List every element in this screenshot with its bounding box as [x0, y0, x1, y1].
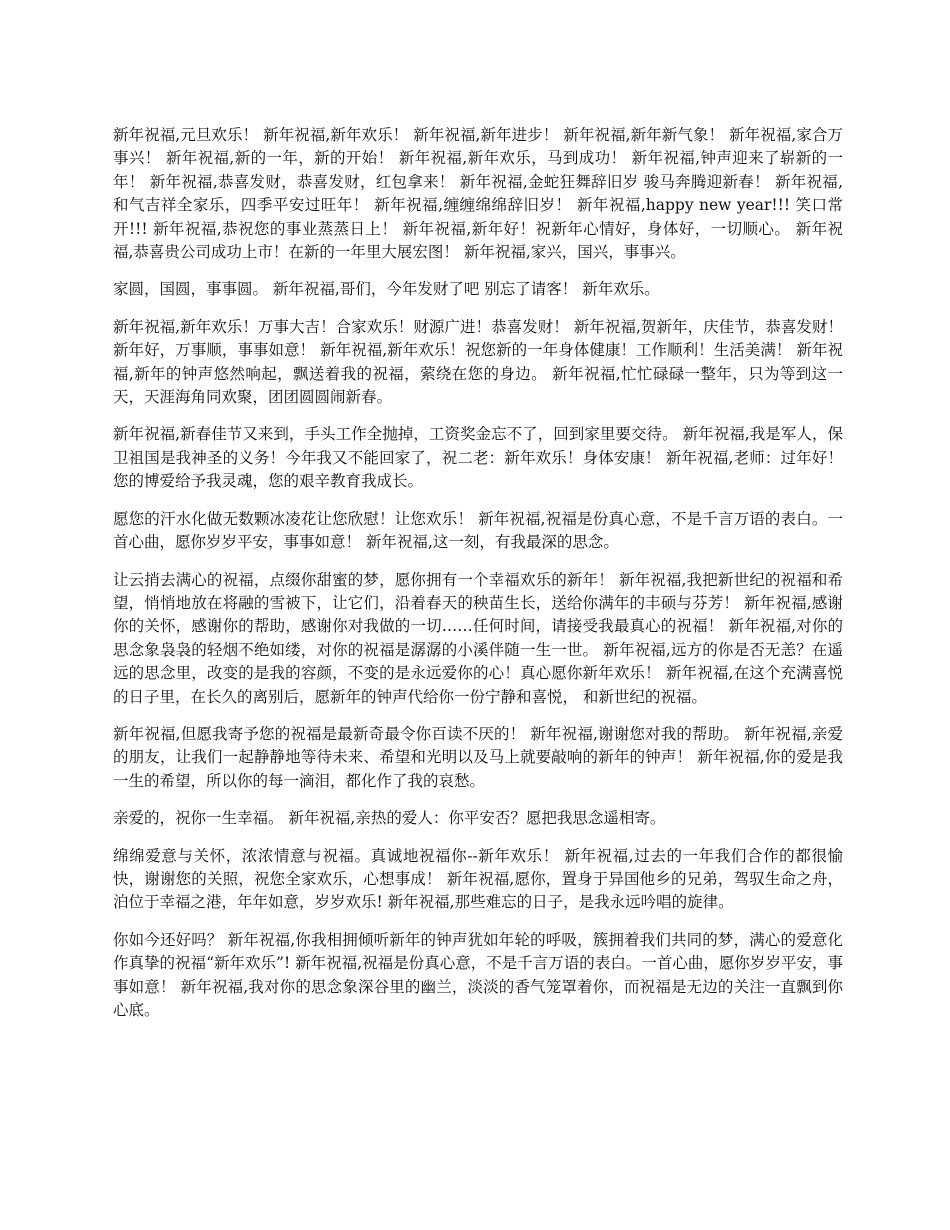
paragraph-8: 亲爱的，祝你一生幸福。 新年祝福,亲热的爱人：你平安否？愿把我思念遥相寄。 — [113, 809, 666, 828]
paragraph-6: 让云捎去满心的祝福，点缀你甜蜜的梦，愿你拥有一个幸福欢乐的新年！ 新年祝福,我把新世纪的祝福和希望，悄悄地放在将融的雪被下，让它们，沿着春天的秧苗生长，送给你满年的丰硕与芬芳！ 新年祝福,感谢你的关怀，感谢你的帮助，感谢你对我做的一切……任何时间，请接受我最真心的祝福！ 新年祝福,对你的思念象袅袅的轻烟不绝如缕，对你的祝福是潺潺的小溪伴随一生一世。 新年祝福,远方的你是否无恙？在遥远的思念里，改变的是我的容颜，不变的是永远爱你的心！真心愿你新年欢乐！ 新年祝福,在这个充满喜悦的日子里，在长久的离别后，愿新年的钟声代给你一份宁静和喜悦， 和新世纪的祝福。 — [113, 570, 843, 706]
document-body — [113, 124, 843, 1036]
paragraph-10: 你如今还好吗？ 新年祝福,你我相拥倾听新年的钟声犹如年轮的呼吸，簇拥着我们共同的梦，满心的爱意化作真挚的祝福“新年欢乐”! 新年祝福,祝福是份真心意，不是千言万语的表白。一首心曲，愿你岁岁平安，事事如意！ 新年祝福,我对你的思念象深谷里的幽兰，淡淡的香气笼罩着你，而祝福是无边的关注一直飘到你心底。 — [113, 930, 843, 1019]
paragraph-9: 绵绵爱意与关怀，浓浓情意与祝福。真诚地祝福你--新年欢乐！ 新年祝福,过去的一年我们合作的都很愉快，谢谢您的关照，祝您全家欢乐，心想事成！ 新年祝福,愿你，置身于异国他乡的兄弟，驾驭生命之舟，泊位于幸福之港，年年如意，岁岁欢乐! 新年祝福,那些难忘的日子，是我永远吟唱的旋律。 — [113, 846, 843, 912]
paragraph-4: 新年祝福,新春佳节又来到，手头工作全抛掉，工资奖金忘不了，回到家里要交待。 新年祝福,我是军人，保卫祖国是我神圣的义务！今年我又不能回家了，祝二老：新年欢乐！身体安康！ 新年祝福,老师：过年好！您的博爱给予我灵魂，您的艰辛教育我成长。 — [113, 425, 843, 491]
paragraph-5: 愿您的汗水化做无数颗冰凌花让您欣慰！让您欢乐！ 新年祝福,祝福是份真心意，不是千言万语的表白。一首心曲，愿你岁岁平安，事事如意！ 新年祝福,这一刻，有我最深的思念。 — [113, 509, 843, 552]
paragraph-7: 新年祝福,但愿我寄予您的祝福是最新奇最令你百读不厌的！ 新年祝福,谢谢您对我的帮助。 新年祝福,亲爱的朋友，让我们一起静静地等待未来、希望和光明以及马上就要敲响的新年的钟声！ 新年祝福,你的爱是我一生的希望，所以你的每一滴泪，都化作了我的哀愁。 — [113, 724, 843, 790]
paragraph-3: 新年祝福,新年欢乐！万事大吉！合家欢乐！财源广进！恭喜发财！ 新年祝福,贺新年，庆佳节，恭喜发财！新年好，万事顺，事事如意！ 新年祝福,新年欢乐！祝您新的一年身体健康！工作顺利！生活美满！ 新年祝福,新年的钟声悠然响起，飘送着我的祝福，萦绕在您的身边。 新年祝福,忙忙碌碌一整年，只为等到这一天，天涯海角同欢聚，团团圆圆闹新春。 — [113, 317, 843, 407]
paragraph-1: 新年祝福,元旦欢乐！ 新年祝福,新年欢乐！ 新年祝福,新年进步！ 新年祝福,新年新气象！ 新年祝福,家合万事兴！ 新年祝福,新的一年，新的开始！ 新年祝福,新年欢乐，马到成功！ 新年祝福,钟声迎来了崭新的一年！ 新年祝福,恭喜发财，恭喜发财，红包拿来！ 新年祝福,金蛇狂舞辞旧岁 骏马奔腾迎新春！ 新年祝福,和气吉祥全家乐，四季平安过旺年！ 新年祝福,缠缠绵绵辞旧岁！ 新年祝福,happy new year!!! 笑口常开!!! 新年祝福,恭祝您的事业蒸蒸日上！ 新年祝福,新年好！祝新年心情好，身体好，一切顺心。 新年祝福,恭喜贵公司成功上市！在新的一年里大展宏图！ 新年祝福,家兴，国兴，事事兴。 — [113, 126, 843, 262]
paragraph-2: 家圆，国圆，事事圆。 新年祝福,哥们，今年发财了吧 别忘了请客！ 新年欢乐。 — [113, 280, 660, 299]
